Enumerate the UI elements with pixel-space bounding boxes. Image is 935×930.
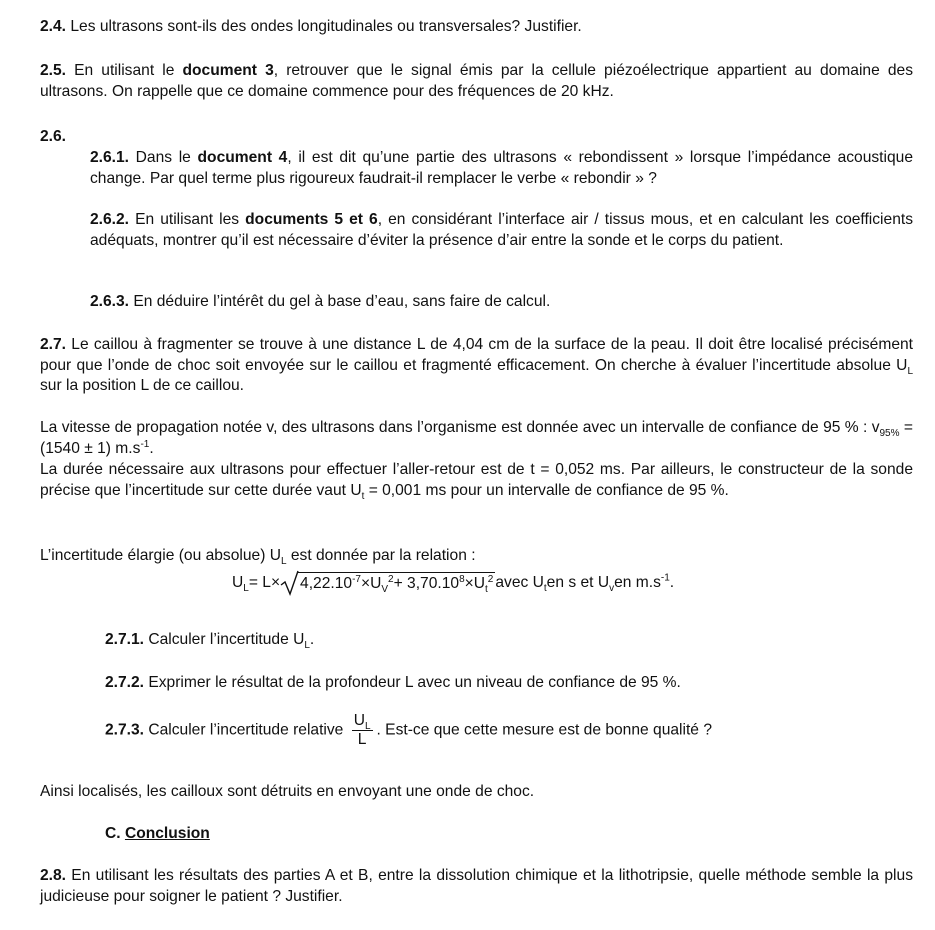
section-letter: C. bbox=[105, 825, 125, 842]
question-2-7-3: 2.7.3. Calculer l’incertitude relative $\frac{U_L}{L}$ . Est-ce que cette mesure est de bonne qualité ? bbox=[105, 712, 712, 748]
square-root bbox=[280, 572, 495, 596]
section-title: Conclusion bbox=[124, 825, 210, 842]
sqrt-sign-icon bbox=[280, 568, 300, 596]
question-number: 2.6.1. bbox=[90, 149, 130, 166]
fraction-denominator: L bbox=[357, 731, 367, 748]
question-2-6-1: 2.6.1. Dans le document 4, il est dit qu’une partie des ultrasons « rebondissent » lorsque l’impédance acoustique change. Par quel terme plus rigoureux faudrait-il remplacer le verbe « rebondir » ? bbox=[90, 149, 913, 187]
question-text: Les ultrasons sont-ils des ondes longitudinales ou transversales? Justifier. bbox=[66, 18, 582, 35]
relative-uncertainty-fraction bbox=[352, 712, 373, 749]
fraction-numerator: $U_L$ bbox=[353, 712, 371, 733]
question-2-8: 2.8. En utilisant les résultats des parties A et B, entre la dissolution chimique et la lithotripsie, quelle méthode semble la plus judicieuse pour soigner le patient ? Justifier. bbox=[40, 867, 913, 905]
sqrt-radicand: $4,22.10^{-7}\times U_V^2+ 3,70.10^8\times U_t^2$ bbox=[300, 573, 494, 596]
question-number: 2.6.2. bbox=[90, 211, 130, 228]
question-2-5: 2.5. En utilisant le document 3, retrouver que le signal émis par la cellule piézoélectrique appartient au domaine des ultrasons. On rappelle que ce domaine commence pour des fréquences de 20 kHz. bbox=[40, 62, 913, 100]
relation-intro: L’incertitude élargie (ou absolue) $U_L$ est donnée par la relation : bbox=[40, 547, 476, 568]
question-number: 2.7. bbox=[40, 336, 67, 353]
question-number: 2.8. bbox=[40, 867, 67, 884]
document-reference: documents 5 et 6 bbox=[245, 211, 378, 228]
question-2-7: 2.7. Le caillou à fragmenter se trouve à une distance L de 4,04 cm de la surface de la peau. Il doit être localisé précisément pour que l’onde de choc soit envoyée sur le caillou et fragmenté efficacement. On cherche à évaluer l’incertitude absolue $U_L$ sur la position L de ce caillou. bbox=[40, 336, 913, 394]
question-2-7-2: 2.7.2. Exprimer le résultat de la profondeur L avec un niveau de confiance de 95 %. bbox=[105, 674, 681, 691]
question-2-6-3: 2.6.3. En déduire l’intérêt du gel à base d’eau, sans faire de calcul. bbox=[90, 293, 551, 310]
question-number: 2.7.3. bbox=[105, 721, 145, 739]
question-number: 2.6.3. bbox=[90, 293, 130, 310]
question-2-7-1: 2.7.1. Calculer l’incertitude $U_L$. bbox=[105, 631, 315, 652]
uncertainty-formula: $U_L= L\times$ $4,22.10^{-7}\times U_V^2+$ $3,70.10^8\times U_t^2avec$ $U_ten$ s et $U_ven$ $m.s^{-1}$. bbox=[232, 572, 674, 602]
question-number: 2.7.1. bbox=[105, 631, 145, 648]
document-reference: document 4 bbox=[197, 149, 288, 166]
question-number: 2.7.2. bbox=[105, 674, 145, 691]
question-2-4 bbox=[40, 17, 913, 38]
section-heading-conclusion bbox=[105, 824, 913, 845]
question-2-6-2: 2.6.2. En utilisant les documents 5 et 6, en considérant l’interface air / tissus mous, et en calculant les coefficients adéquats, montrer qu’il est nécessaire d’éviter la présence d’air entre la sonde et le corps du patient. bbox=[90, 211, 913, 249]
velocity-paragraph: La vitesse de propagation notée v, des ultrasons dans l’organisme est donnée avec un intervalle de confiance de 95 % : $v_{95\%} = (1540 \pm 1)$ $m.s^{-1}$. bbox=[40, 419, 913, 457]
duration-paragraph: La durée nécessaire aux ultrasons pour effectuer l’aller-retour est de t = 0,052 ms. Par ailleurs, le constructeur de la sonde précise que l’incertitude sur cette durée vaut $U_t = 0,001$ ms pour un intervalle de confiance de 95 %. bbox=[40, 461, 913, 502]
document-reference: document 3 bbox=[182, 62, 274, 79]
question-number: 2.6. bbox=[40, 128, 67, 145]
question-number: 2.5. bbox=[40, 62, 67, 79]
question-number: 2.4. bbox=[40, 18, 67, 35]
question-2-6-heading bbox=[40, 127, 913, 148]
closing-sentence: Ainsi localisés, les cailloux sont détruits en envoyant une onde de choc. bbox=[40, 783, 535, 800]
